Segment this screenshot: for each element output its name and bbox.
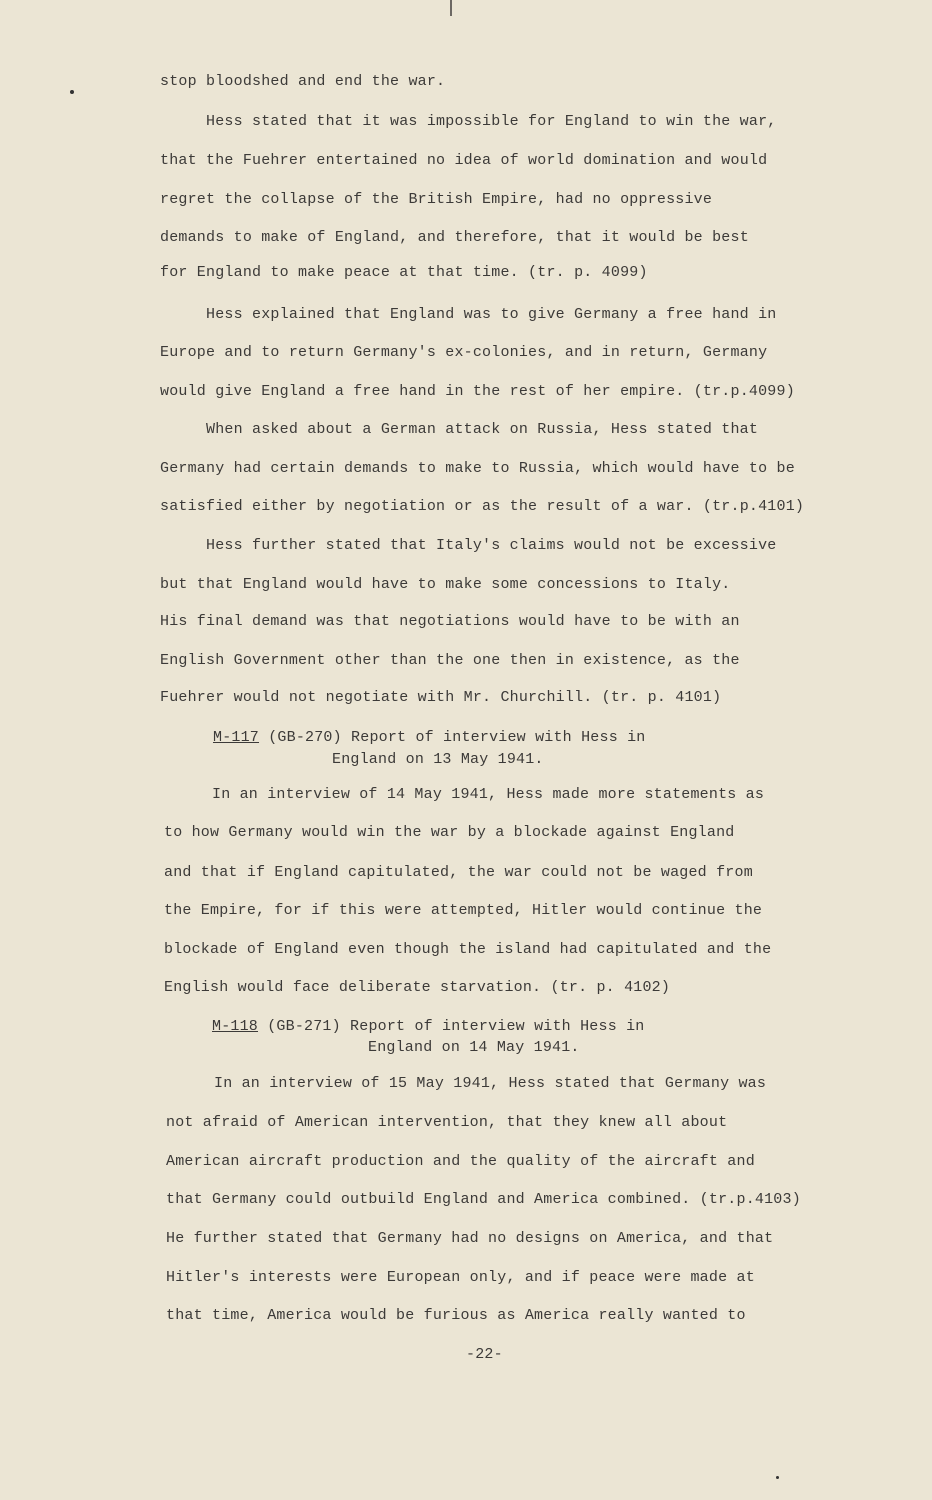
text-line: In an interview of 15 May 1941, Hess stated that Germany was <box>214 1075 767 1092</box>
text-line: Hess stated that it was impossible for England to win the war, <box>206 113 777 130</box>
text-line: but that England would have to make some concessions to Italy. <box>160 576 731 593</box>
text-line: When asked about a German attack on Russia, Hess stated that <box>206 421 759 438</box>
citation-text: Report of interview with Hess in <box>351 729 646 746</box>
page-number: -22- <box>466 1346 503 1363</box>
ink-dot <box>776 1476 779 1479</box>
text-line: that Germany could outbuild England and America combined. (tr.p.4103) <box>166 1191 801 1208</box>
text-line: He further stated that Germany had no designs on America, and that <box>166 1230 774 1247</box>
staple-mark <box>450 0 452 16</box>
text-line: regret the collapse of the British Empire, had no oppressive <box>160 191 713 208</box>
text-line: In an interview of 14 May 1941, Hess made more statements as <box>212 786 765 803</box>
citation-1 <box>213 729 646 746</box>
text-line: demands to make of England, and therefore, that it would be best <box>160 229 749 246</box>
text-line: that the Fuehrer entertained no idea of world domination and would <box>160 152 768 169</box>
exhibit-number: M-118 <box>212 1018 259 1035</box>
text-line: Europe and to return Germany's ex-colonies, and in return, Germany <box>160 344 768 361</box>
text-line: the Empire, for if this were attempted, Hitler would continue the <box>164 902 763 919</box>
citation-text: England on 14 May 1941. <box>368 1039 580 1056</box>
exhibit-ref: (GB-270) <box>268 729 342 746</box>
exhibit-number: M-117 <box>213 729 260 746</box>
text-line: to how Germany would win the war by a blockade against England <box>164 824 735 841</box>
ink-dot <box>70 90 74 94</box>
text-line: stop bloodshed and end the war. <box>160 73 446 90</box>
text-line: and that if England capitulated, the war could not be waged from <box>164 864 753 881</box>
exhibit-ref: (GB-271) <box>267 1018 341 1035</box>
citation-2 <box>212 1018 645 1035</box>
text-line: American aircraft production and the quality of the aircraft and <box>166 1153 755 1170</box>
text-line: Hess further stated that Italy's claims would not be excessive <box>206 537 777 554</box>
text-line: Germany had certain demands to make to Russia, which would have to be <box>160 460 795 477</box>
text-line: blockade of England even though the island had capitulated and the <box>164 941 772 958</box>
text-line: for England to make peace at that time. (tr. p. 4099) <box>160 264 648 281</box>
text-line: would give England a free hand in the rest of her empire. (tr.p.4099) <box>160 383 795 400</box>
text-line: that time, America would be furious as America really wanted to <box>166 1307 746 1324</box>
text-line: His final demand was that negotiations would have to be with an <box>160 613 740 630</box>
citation-text: Report of interview with Hess in <box>350 1018 645 1035</box>
text-line: not afraid of American intervention, that they knew all about <box>166 1114 728 1131</box>
text-line: satisfied either by negotiation or as the result of a war. (tr.p.4101) <box>160 498 805 515</box>
citation-text: England on 13 May 1941. <box>332 751 544 768</box>
text-line: Hitler's interests were European only, and if peace were made at <box>166 1269 755 1286</box>
text-line: Fuehrer would not negotiate with Mr. Churchill. (tr. p. 4101) <box>160 689 722 706</box>
text-line: English Government other than the one then in existence, as the <box>160 652 740 669</box>
text-line: Hess explained that England was to give Germany a free hand in <box>206 306 777 323</box>
text-line: English would face deliberate starvation. (tr. p. 4102) <box>164 979 671 996</box>
